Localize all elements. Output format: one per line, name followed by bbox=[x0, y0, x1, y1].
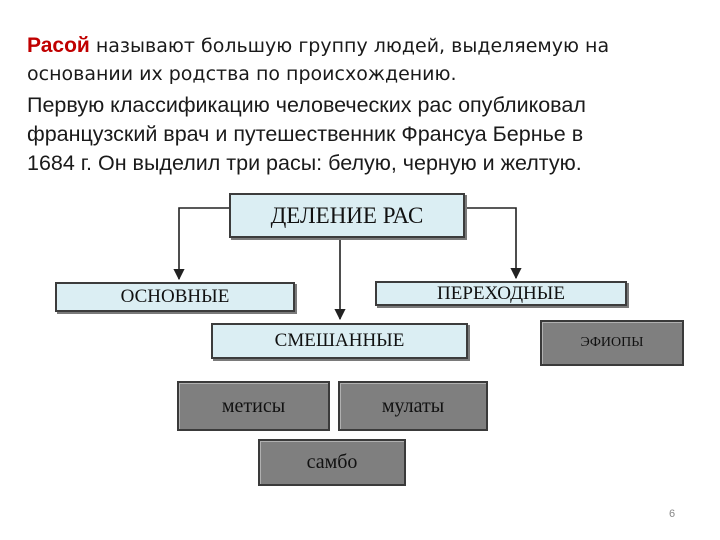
transitional-races-label: ПЕРЕХОДНЫЕ bbox=[437, 282, 565, 304]
mulattoes-box bbox=[338, 381, 488, 431]
mixed-races-label: СМЕШАННЫЕ bbox=[274, 330, 405, 351]
definition-text-1: называют большую группу людей, выделяемую на bbox=[89, 35, 610, 57]
main-races-box bbox=[55, 282, 295, 312]
history-line-2: французский врач и путешественник Франсуа Бернье в bbox=[27, 122, 584, 146]
connector-to-main bbox=[179, 208, 229, 279]
ethiopians-label: ЭФИОПЫ bbox=[580, 335, 644, 350]
mestizos-label: метисы bbox=[221, 394, 286, 417]
sambo-box bbox=[258, 439, 406, 486]
history-line-1: Первую классификацию человеческих рас опубликовал bbox=[27, 93, 586, 117]
mulattoes-label: мулаты bbox=[381, 394, 445, 417]
transitional-races-box bbox=[375, 281, 627, 306]
slide-number: 6 bbox=[669, 508, 676, 520]
root-label: ДЕЛЕНИЕ РАС bbox=[270, 202, 424, 228]
connector-to-transitional bbox=[465, 208, 516, 278]
race-keyword: Расой bbox=[27, 34, 90, 57]
mestizos-box bbox=[177, 381, 330, 431]
root-box-race-division bbox=[229, 193, 465, 238]
ethiopians-box bbox=[540, 320, 684, 366]
history-line-3: 1684 г. Он выделил три расы: белую, черную и желтую. bbox=[27, 151, 582, 175]
definition-line-2: основании их родства по происхождению. bbox=[27, 63, 457, 85]
sambo-label: самбо bbox=[306, 451, 358, 473]
main-races-label: ОСНОВНЫЕ bbox=[120, 286, 230, 307]
mixed-races-box bbox=[211, 323, 468, 359]
